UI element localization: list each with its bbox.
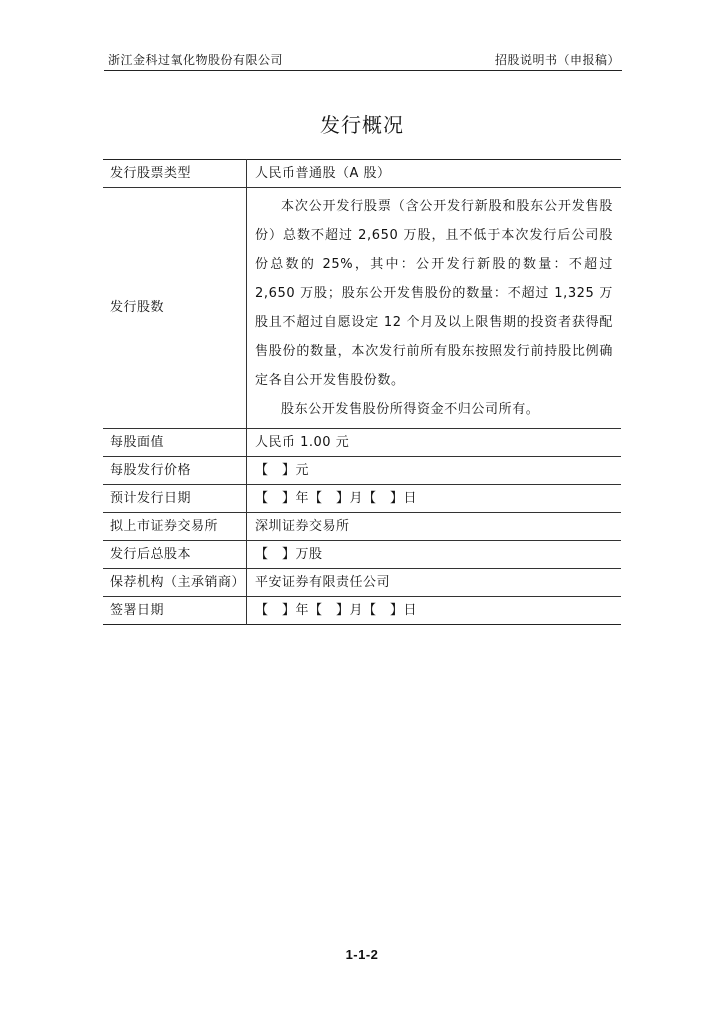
table-row — [103, 160, 621, 188]
table-row — [103, 457, 621, 485]
table-row — [103, 429, 621, 457]
row-value-issue-date: 【 】年【 】月【 】日 — [247, 485, 622, 513]
document-name: 招股说明书（申报稿） — [494, 53, 620, 67]
table-row — [103, 597, 621, 625]
row-value-sponsor: 平安证券有限责任公司 — [247, 569, 622, 597]
row-value-signing-date: 【 】年【 】月【 】日 — [255, 602, 418, 618]
table-row — [103, 513, 621, 541]
row-value-issue-price: 【 】元 — [247, 457, 622, 485]
section-title: 发行概况 — [320, 113, 404, 137]
row-label-par-value: 每股面值 — [103, 429, 247, 457]
row-label-sponsor: 保荐机构（主承销商） — [103, 569, 247, 597]
row-value-exchange: 深圳证券交易所 — [247, 513, 622, 541]
row-value-total-shares: 【 】万股 — [247, 541, 622, 569]
row-value-par-value: 人民币 1.00 元 — [247, 429, 622, 457]
issuance-summary-table — [103, 159, 621, 625]
row-label-issue-price: 每股发行价格 — [103, 457, 247, 485]
table-row — [103, 188, 621, 429]
page-header — [104, 52, 622, 71]
row-value-stock-type: 人民币普通股（A 股） — [247, 160, 622, 188]
table-row — [103, 485, 621, 513]
row-label-total-shares: 发行后总股本 — [103, 541, 247, 569]
share-count-paragraph: 本次公开发行股票（含公开发行新股和股东公开发售股份）总数不超过 2,650 万股，且不低于本次发行后公司股份总数的 25%，其中：公开发行新股的数量：不超过 2,650 万股；股东公开发售股份的数量：不超过 1,325 万股且不超过自愿设定 12 个月及以上限售期的投资者获得配售股份的数量，本次发行前所有股东按照发行前持股比例确定各自公开发售股份数。 — [255, 199, 613, 388]
proceeds-note-paragraph: 股东公开发售股份所得资金不归公司所有。 — [281, 402, 540, 417]
row-value-share-count — [247, 188, 622, 429]
row-label-signing-date: 签署日期 — [103, 597, 247, 625]
page-number: 1-1-2 — [345, 947, 379, 962]
table-row — [103, 541, 621, 569]
company-name: 浙江金科过氧化物股份有限公司 — [108, 53, 284, 67]
row-label-exchange: 拟上市证券交易所 — [103, 513, 247, 541]
row-label-share-count: 发行股数 — [103, 188, 247, 429]
row-label-issue-date: 预计发行日期 — [103, 485, 247, 513]
table-row — [103, 569, 621, 597]
row-label-stock-type: 发行股票类型 — [103, 160, 247, 188]
